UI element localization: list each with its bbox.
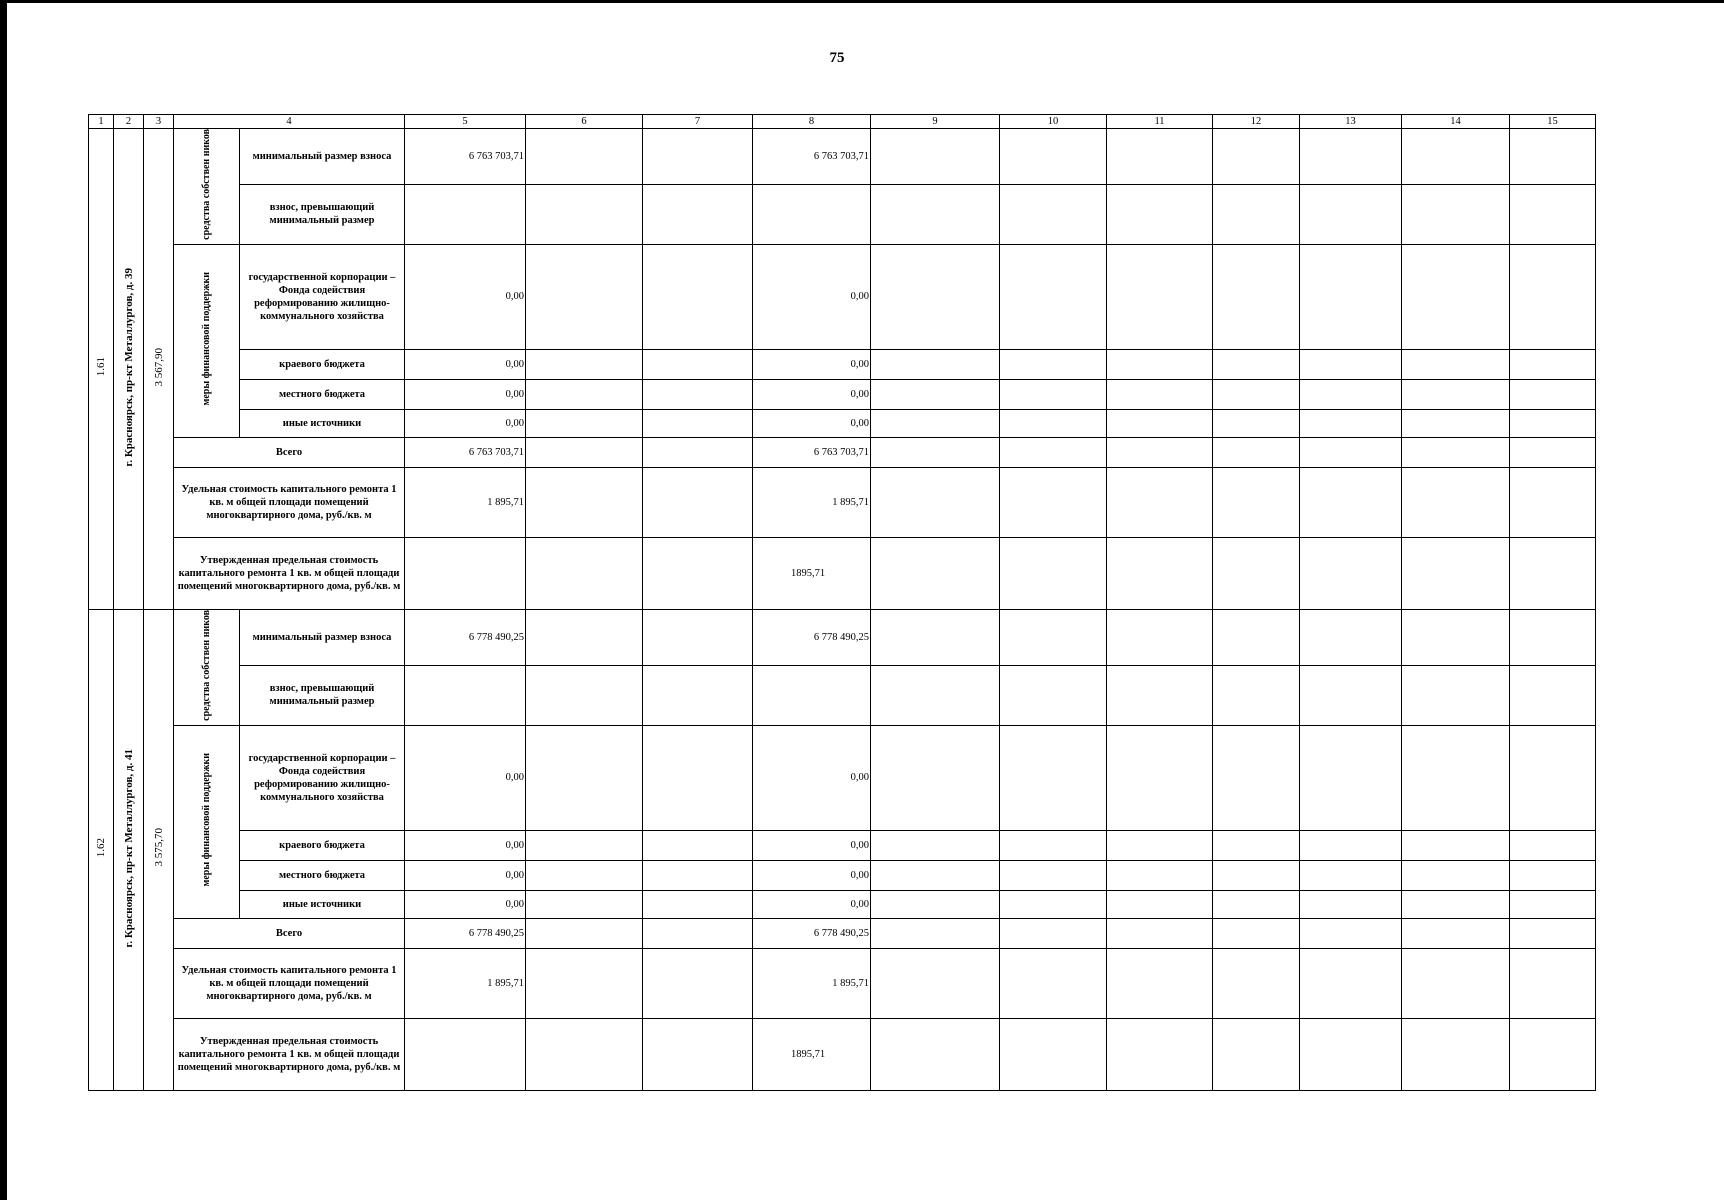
col-header-13: 13 [1300,115,1402,129]
cell-value [405,537,526,609]
col-header-5: 5 [405,115,526,129]
table-row [89,609,1596,665]
row-label: минимальный размер взноса [240,129,405,185]
col-header-10: 10 [1000,115,1107,129]
cell-value: 0,00 [753,349,871,379]
column-numbers-row [89,115,1596,129]
row-label: краевого бюджета [240,830,405,860]
table-row [89,379,1596,409]
col-header-1: 1 [89,115,114,129]
cell-value: 6 763 703,71 [753,129,871,185]
unit-cost-label: Удельная стоимость капитального ремонта 1 кв. м общей площади помещений многоквартирного дома, руб./кв. м [174,467,405,537]
cell-value: 6 763 703,71 [405,129,526,185]
table-row [89,890,1596,918]
col-header-11: 11 [1107,115,1213,129]
table-row [89,409,1596,437]
cell-value [405,665,526,725]
row-label: иные источники [240,890,405,918]
table-row [89,244,1596,349]
cell-value: 6 778 490,25 [405,918,526,948]
row-label: иные источники [240,409,405,437]
table-row [89,948,1596,1018]
cell-value: 1895,71 [753,537,871,609]
table-row [89,918,1596,948]
financial-support-group: меры финансовой поддержки [174,725,240,918]
col-header-9: 9 [871,115,1000,129]
cell-value [753,185,871,245]
row-label: государственной корпорации – Фонда содействия реформированию жилищно-коммунального хозяйства [240,244,405,349]
total-label: Всего [174,918,405,948]
cell-value: 0,00 [405,890,526,918]
cell-value: 0,00 [753,379,871,409]
total-label: Всего [174,437,405,467]
cell-value: 6 763 703,71 [753,437,871,467]
cell-value: 0,00 [753,409,871,437]
scan-edge-left [0,0,7,1200]
col-header-3: 3 [144,115,174,129]
row-id: 1.62 [89,609,114,1090]
cell-value: 0,00 [753,890,871,918]
cell-value: 1 895,71 [753,467,871,537]
page-number: 75 [829,50,845,66]
col-header-2: 2 [114,115,144,129]
row-id: 1.61 [89,129,114,610]
table-row [89,467,1596,537]
cell-value: 0,00 [753,830,871,860]
cell-value: 1 895,71 [405,467,526,537]
owners-funds-group: средства собствен ников [174,609,240,725]
cell-value: 0,00 [405,830,526,860]
table-row [89,830,1596,860]
table-row [89,725,1596,830]
cell-value: 1895,71 [753,1018,871,1090]
cell-value: 6 778 490,25 [753,609,871,665]
col-header-12: 12 [1213,115,1300,129]
row-label: минимальный размер взноса [240,609,405,665]
cell-value: 0,00 [405,860,526,890]
cell-value: 0,00 [753,244,871,349]
col-header-4: 4 [174,115,405,129]
cell-value: 6 763 703,71 [405,437,526,467]
total-area: 3 575,70 [144,609,174,1090]
col-header-8: 8 [753,115,871,129]
budget-table [88,114,1596,1091]
owners-funds-group: средства собствен ников [174,129,240,245]
col-header-6: 6 [526,115,643,129]
cell-value: 0,00 [753,860,871,890]
address: г. Красноярск, пр-кт Металлургов, д. 39 [114,129,144,610]
cell-value: 0,00 [405,379,526,409]
address: г. Красноярск, пр-кт Металлургов, д. 41 [114,609,144,1090]
cell-value: 6 778 490,25 [405,609,526,665]
row-label: взнос, превышающий минимальный размер [240,185,405,245]
limit-cost-label: Утвержденная предельная стоимость капитального ремонта 1 кв. м общей площади помещений многоквартирного дома, руб./кв. м [174,537,405,609]
unit-cost-label: Удельная стоимость капитального ремонта 1 кв. м общей площади помещений многоквартирного дома, руб./кв. м [174,948,405,1018]
cell-value: 0,00 [405,244,526,349]
cell-value [405,185,526,245]
cell-value: 0,00 [405,725,526,830]
col-header-14: 14 [1402,115,1510,129]
cell-value: 6 778 490,25 [753,918,871,948]
cell-value: 1 895,71 [405,948,526,1018]
table-row [89,349,1596,379]
cell-value: 0,00 [405,349,526,379]
cell-value: 0,00 [405,409,526,437]
total-area: 3 567,90 [144,129,174,610]
row-label: местного бюджета [240,379,405,409]
table-row [89,437,1596,467]
limit-cost-label: Утвержденная предельная стоимость капитального ремонта 1 кв. м общей площади помещений многоквартирного дома, руб./кв. м [174,1018,405,1090]
col-header-7: 7 [643,115,753,129]
financial-support-group: меры финансовой поддержки [174,244,240,437]
table-row [89,185,1596,245]
table-row [89,860,1596,890]
row-label: государственной корпорации – Фонда содействия реформированию жилищно-коммунального хозяйства [240,725,405,830]
table-row [89,537,1596,609]
row-label: местного бюджета [240,860,405,890]
row-label: краевого бюджета [240,349,405,379]
cell-value [753,665,871,725]
cell-value: 0,00 [753,725,871,830]
cell-value: 1 895,71 [753,948,871,1018]
table-row [89,665,1596,725]
table-row [89,1018,1596,1090]
table-row [89,129,1596,185]
scan-edge-top [0,0,1724,3]
col-header-15: 15 [1510,115,1596,129]
row-label: взнос, превышающий минимальный размер [240,665,405,725]
cell-value [405,1018,526,1090]
